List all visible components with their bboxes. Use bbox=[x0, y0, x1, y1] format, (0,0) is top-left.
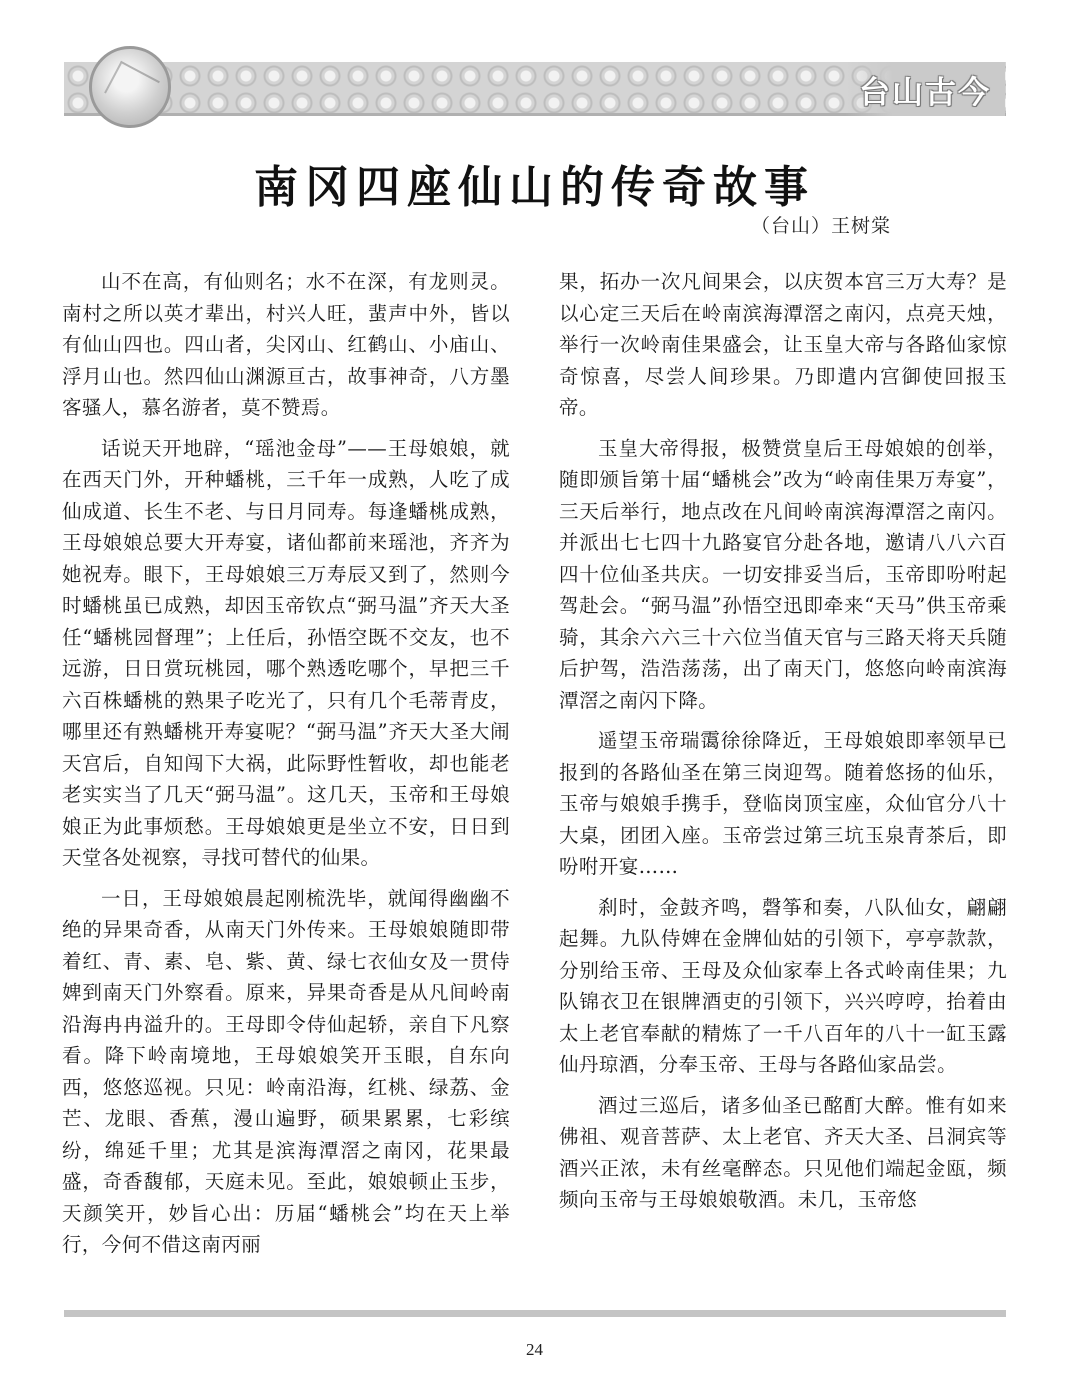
header-emblem-image bbox=[89, 46, 171, 128]
article-byline: （台山）王树棠 bbox=[750, 215, 891, 237]
section-label: 台山古今 bbox=[859, 74, 991, 111]
footer-rule bbox=[64, 1310, 1006, 1317]
section-badge bbox=[845, 62, 1005, 116]
right-column bbox=[559, 266, 1007, 1225]
left-column bbox=[62, 266, 510, 1270]
paragraph: 山不在高，有仙则名；水不在深，有龙则灵。南村之所以英才辈出，村兴人旺，蜚声中外，皆以有仙山四也。四山者，尖冈山、红鹤山、小庙山、浮月山也。然四仙山渊源亘古，故事神奇，八方墨客骚人，慕名游者，莫不赞焉。 bbox=[62, 270, 510, 419]
paragraph: 遥望玉帝瑞霭徐徐降近，王母娘娘即率领早已报到的各路仙圣在第三岗迎驾。随着悠扬的仙乐，玉帝与娘娘手携手，登临岗顶宝座，众仙官分八十大桌，团团入座。玉帝尝过第三坑玉泉青茶后，即吩咐开宴…… bbox=[559, 729, 1007, 878]
paragraph: 酒过三巡后，诸多仙圣已酩酊大醉。惟有如来佛祖、观音菩萨、太上老官、齐天大圣、吕洞宾等酒兴正浓，未有丝毫醉态。只见他们端起金瓯，频频向玉帝与王母娘娘敬酒。未几，玉帝悠 bbox=[559, 1093, 1007, 1211]
paragraph: 果，拓办一次凡间果会，以庆贺本宫三万大寿？是以心定三天后在岭南滨海潭滘之南闪，点亮天烛，举行一次岭南佳果盛会，让玉皇大帝与各路仙家惊奇惊喜，尽尝人间珍果。乃即遣内宫御使回报玉帝。 bbox=[559, 270, 1007, 419]
article-title: 南冈四座仙山的传奇故事 bbox=[254, 162, 815, 213]
paragraph: 玉皇大帝得报，极赞赏皇后王母娘娘的创举，随即颁旨第十届“蟠桃会”改为“岭南佳果万寿宴”，三天后举行，地点改在凡间岭南滨海潭滘之南闪。并派出七七四十九路宴官分赴各地，邀请八八六百四十位仙圣共庆。一切安排妥当后，玉帝即吩咐起驾赴会。“弼马温”孙悟空迅即牵来“天马”供玉帝乘骑，其余六六三十六位当值天官与三路天将天兵随后护驾，浩浩荡荡，出了南天门，悠悠向岭南滨海潭滘之南闪下降。 bbox=[559, 436, 1007, 712]
page-number: 24 bbox=[526, 1340, 543, 1359]
paragraph: 话说天开地辟，“瑶池金母”——王母娘娘，就在西天门外，开种蟠桃，三千年一成熟，人吃了成仙成道、长生不老、与日月同寿。每逢蟠桃成熟，王母娘娘总要大开寿宴，诸仙都前来瑶池，齐齐为她祝寿。眼下，王母娘娘三万寿辰又到了，然则今时蟠桃虽已成熟，却因玉帝钦点“弼马温”齐天大圣任“蟠桃园督理”；上任后，孙悟空既不交友，也不远游，日日赏玩桃园，哪个熟透吃哪个，早把三千六百株蟠桃的熟果子吃光了，只有几个毛蒂青皮，哪里还有熟蟠桃开寿宴呢？“弼马温”齐天大圣大闹天宫后，自知闯下大祸，此际野性暂收，却也能老老实实当了几天“弼马温”。这几天，玉帝和王母娘娘正为此事烦愁。王母娘娘更是坐立不安，日日到天堂各处视察，寻找可替代的仙果。 bbox=[62, 436, 510, 869]
paragraph: 刹时，金鼓齐鸣，磬筝和奏，八队仙女，翩翩起舞。九队侍婢在金牌仙姑的引领下，亭亭款款，分别给玉帝、王母及众仙家奉上各式岭南佳果；九队锦衣卫在银牌酒吏的引领下，兴兴哼哼，抬着由太上老官奉献的精炼了一千八百年的八十一缸玉露仙丹琼酒，分奉玉帝、王母与各路仙家品尝。 bbox=[559, 895, 1007, 1076]
paragraph: 一日，王母娘娘晨起刚梳洗毕，就闻得幽幽不绝的异果奇香，从南天门外传来。王母娘娘随即带着红、青、素、皂、紫、黄、绿七衣仙女及一贯侍婢到南天门外察看。原来，异果奇香是从凡间岭南沿海冉冉溢升的。王母即令侍仙起轿，亲自下凡察看。降下岭南境地，王母娘娘笑开玉眼，自东向西，悠悠巡视。只见：岭南沿海，红桃、绿荔、金芒、龙眼、香蕉，漫山遍野，硕果累累，七彩缤纷，绵延千里；尤其是滨海潭滘之南冈，花果最盛，奇香馥郁，天庭未见。至此，娘娘顿止玉步，天颜笑开，妙旨心出：历届“蟠桃会”均在天上举行，今何不借这南丙丽 bbox=[62, 886, 510, 1256]
